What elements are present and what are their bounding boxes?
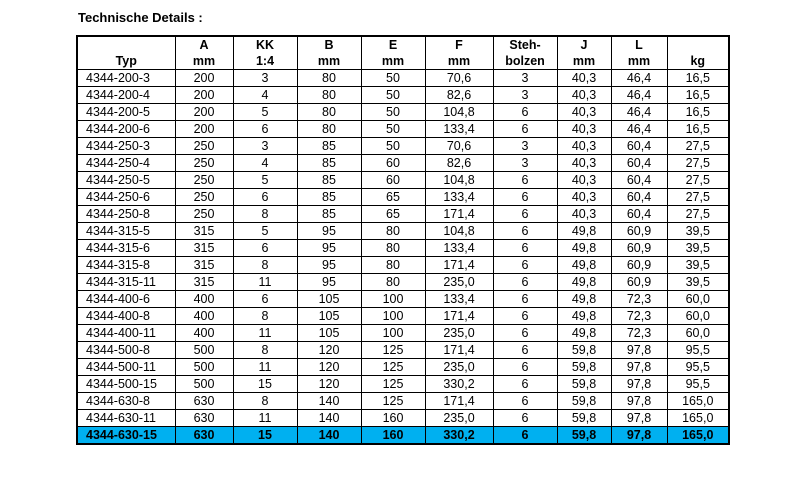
value-cell: 49,8 — [557, 308, 611, 325]
value-cell: 6 — [493, 308, 557, 325]
value-cell: 85 — [297, 155, 361, 172]
value-cell: 315 — [175, 257, 233, 274]
value-cell: 330,2 — [425, 376, 493, 393]
value-cell: 27,5 — [667, 172, 729, 189]
value-cell: 125 — [361, 359, 425, 376]
value-cell: 16,5 — [667, 70, 729, 87]
table-row — [77, 189, 729, 206]
value-cell: 200 — [175, 104, 233, 121]
value-cell: 60,9 — [611, 257, 667, 274]
table-row — [77, 308, 729, 325]
header-cell: mm — [425, 53, 493, 70]
value-cell: 3 — [493, 87, 557, 104]
table-row — [77, 70, 729, 87]
value-cell: 235,0 — [425, 274, 493, 291]
value-cell: 250 — [175, 172, 233, 189]
value-cell: 70,6 — [425, 138, 493, 155]
value-cell: 200 — [175, 87, 233, 104]
value-cell: 85 — [297, 138, 361, 155]
type-cell: 4344-630-15 — [77, 427, 175, 445]
value-cell: 6 — [493, 223, 557, 240]
value-cell: 5 — [233, 223, 297, 240]
value-cell: 235,0 — [425, 359, 493, 376]
value-cell: 133,4 — [425, 291, 493, 308]
value-cell: 171,4 — [425, 342, 493, 359]
value-cell: 100 — [361, 291, 425, 308]
value-cell: 72,3 — [611, 291, 667, 308]
value-cell: 500 — [175, 359, 233, 376]
value-cell: 27,5 — [667, 155, 729, 172]
value-cell: 165,0 — [667, 427, 729, 445]
value-cell: 6 — [493, 342, 557, 359]
value-cell: 8 — [233, 206, 297, 223]
value-cell: 59,8 — [557, 427, 611, 445]
value-cell: 630 — [175, 393, 233, 410]
value-cell: 27,5 — [667, 206, 729, 223]
type-cell: 4344-500-15 — [77, 376, 175, 393]
value-cell: 95 — [297, 274, 361, 291]
type-cell: 4344-250-6 — [77, 189, 175, 206]
value-cell: 50 — [361, 121, 425, 138]
value-cell: 400 — [175, 308, 233, 325]
value-cell: 60,0 — [667, 291, 729, 308]
value-cell: 500 — [175, 342, 233, 359]
header-cell: mm — [611, 53, 667, 70]
value-cell: 3 — [493, 138, 557, 155]
value-cell: 3 — [233, 138, 297, 155]
value-cell: 11 — [233, 325, 297, 342]
value-cell: 15 — [233, 376, 297, 393]
value-cell: 3 — [493, 155, 557, 172]
type-cell: 4344-200-3 — [77, 70, 175, 87]
value-cell: 80 — [361, 274, 425, 291]
value-cell: 40,3 — [557, 155, 611, 172]
type-cell: 4344-315-8 — [77, 257, 175, 274]
table-row — [77, 104, 729, 121]
value-cell: 630 — [175, 427, 233, 445]
value-cell: 160 — [361, 427, 425, 445]
header-cell: mm — [175, 53, 233, 70]
type-cell: 4344-630-11 — [77, 410, 175, 427]
value-cell: 50 — [361, 138, 425, 155]
type-cell: 4344-315-11 — [77, 274, 175, 291]
value-cell: 97,8 — [611, 359, 667, 376]
value-cell: 80 — [297, 70, 361, 87]
table-row — [77, 393, 729, 410]
value-cell: 60,9 — [611, 274, 667, 291]
value-cell: 105 — [297, 308, 361, 325]
value-cell: 3 — [493, 70, 557, 87]
header-cell: B — [297, 36, 361, 53]
value-cell: 100 — [361, 308, 425, 325]
table-row — [77, 257, 729, 274]
type-cell: 4344-400-6 — [77, 291, 175, 308]
header-cell — [667, 36, 729, 53]
value-cell: 235,0 — [425, 325, 493, 342]
value-cell: 95,5 — [667, 359, 729, 376]
header-cell: L — [611, 36, 667, 53]
value-cell: 16,5 — [667, 121, 729, 138]
value-cell: 59,8 — [557, 376, 611, 393]
value-cell: 40,3 — [557, 206, 611, 223]
table-row — [77, 223, 729, 240]
header-row-top — [77, 36, 729, 53]
value-cell: 97,8 — [611, 427, 667, 445]
header-cell: A — [175, 36, 233, 53]
value-cell: 200 — [175, 70, 233, 87]
value-cell: 95 — [297, 240, 361, 257]
value-cell: 49,8 — [557, 257, 611, 274]
value-cell: 50 — [361, 104, 425, 121]
value-cell: 60 — [361, 155, 425, 172]
value-cell: 95,5 — [667, 342, 729, 359]
value-cell: 140 — [297, 410, 361, 427]
value-cell: 60,4 — [611, 138, 667, 155]
value-cell: 40,3 — [557, 189, 611, 206]
value-cell: 11 — [233, 359, 297, 376]
technical-details-table — [76, 35, 730, 445]
value-cell: 46,4 — [611, 121, 667, 138]
table-row — [77, 274, 729, 291]
table-row — [77, 121, 729, 138]
value-cell: 4 — [233, 155, 297, 172]
value-cell: 85 — [297, 206, 361, 223]
value-cell: 97,8 — [611, 410, 667, 427]
value-cell: 50 — [361, 70, 425, 87]
value-cell: 80 — [361, 257, 425, 274]
value-cell: 80 — [297, 104, 361, 121]
header-cell: J — [557, 36, 611, 53]
table-body — [77, 70, 729, 445]
table-row — [77, 325, 729, 342]
header-cell: bolzen — [493, 53, 557, 70]
header-cell: mm — [297, 53, 361, 70]
value-cell: 315 — [175, 274, 233, 291]
value-cell: 49,8 — [557, 223, 611, 240]
value-cell: 330,2 — [425, 427, 493, 445]
type-cell: 4344-200-5 — [77, 104, 175, 121]
value-cell: 95 — [297, 257, 361, 274]
value-cell: 5 — [233, 172, 297, 189]
value-cell: 5 — [233, 104, 297, 121]
value-cell: 6 — [493, 172, 557, 189]
value-cell: 49,8 — [557, 291, 611, 308]
value-cell: 39,5 — [667, 257, 729, 274]
value-cell: 11 — [233, 274, 297, 291]
table-row — [77, 376, 729, 393]
table-row — [77, 410, 729, 427]
value-cell: 4 — [233, 87, 297, 104]
value-cell: 315 — [175, 240, 233, 257]
value-cell: 65 — [361, 206, 425, 223]
type-cell: 4344-315-6 — [77, 240, 175, 257]
value-cell: 6 — [493, 206, 557, 223]
value-cell: 59,8 — [557, 342, 611, 359]
value-cell: 140 — [297, 393, 361, 410]
table-row — [77, 359, 729, 376]
value-cell: 6 — [493, 393, 557, 410]
table-row — [77, 291, 729, 308]
value-cell: 60,4 — [611, 206, 667, 223]
value-cell: 40,3 — [557, 138, 611, 155]
header-cell: F — [425, 36, 493, 53]
type-cell: 4344-315-5 — [77, 223, 175, 240]
value-cell: 105 — [297, 291, 361, 308]
value-cell: 95 — [297, 223, 361, 240]
value-cell: 250 — [175, 206, 233, 223]
value-cell: 97,8 — [611, 342, 667, 359]
value-cell: 16,5 — [667, 104, 729, 121]
value-cell: 250 — [175, 189, 233, 206]
value-cell: 85 — [297, 189, 361, 206]
value-cell: 250 — [175, 138, 233, 155]
value-cell: 60,9 — [611, 240, 667, 257]
value-cell: 97,8 — [611, 376, 667, 393]
value-cell: 46,4 — [611, 70, 667, 87]
value-cell: 6 — [493, 410, 557, 427]
value-cell: 8 — [233, 393, 297, 410]
value-cell: 160 — [361, 410, 425, 427]
value-cell: 105 — [297, 325, 361, 342]
header-cell: KK — [233, 36, 297, 53]
value-cell: 49,8 — [557, 240, 611, 257]
value-cell: 171,4 — [425, 308, 493, 325]
value-cell: 49,8 — [557, 325, 611, 342]
value-cell: 6 — [493, 359, 557, 376]
value-cell: 6 — [233, 240, 297, 257]
value-cell: 235,0 — [425, 410, 493, 427]
value-cell: 6 — [233, 189, 297, 206]
value-cell: 104,8 — [425, 172, 493, 189]
value-cell: 60,4 — [611, 189, 667, 206]
type-cell: 4344-250-3 — [77, 138, 175, 155]
value-cell: 95,5 — [667, 376, 729, 393]
value-cell: 315 — [175, 223, 233, 240]
header-cell: 1:4 — [233, 53, 297, 70]
value-cell: 165,0 — [667, 410, 729, 427]
type-cell: 4344-200-6 — [77, 121, 175, 138]
value-cell: 400 — [175, 291, 233, 308]
value-cell: 6 — [233, 121, 297, 138]
header-row-bottom — [77, 53, 729, 70]
header-cell: E — [361, 36, 425, 53]
value-cell: 125 — [361, 376, 425, 393]
value-cell: 6 — [493, 427, 557, 445]
value-cell: 6 — [493, 257, 557, 274]
value-cell: 200 — [175, 121, 233, 138]
value-cell: 165,0 — [667, 393, 729, 410]
value-cell: 70,6 — [425, 70, 493, 87]
value-cell: 72,3 — [611, 325, 667, 342]
value-cell: 40,3 — [557, 104, 611, 121]
type-cell: 4344-500-11 — [77, 359, 175, 376]
value-cell: 133,4 — [425, 240, 493, 257]
value-cell: 6 — [233, 291, 297, 308]
value-cell: 6 — [493, 291, 557, 308]
value-cell: 125 — [361, 342, 425, 359]
value-cell: 125 — [361, 393, 425, 410]
value-cell: 60,0 — [667, 308, 729, 325]
value-cell: 171,4 — [425, 393, 493, 410]
table-row — [77, 87, 729, 104]
value-cell: 6 — [493, 240, 557, 257]
header-cell — [77, 36, 175, 53]
value-cell: 72,3 — [611, 308, 667, 325]
value-cell: 104,8 — [425, 104, 493, 121]
value-cell: 3 — [233, 70, 297, 87]
value-cell: 82,6 — [425, 87, 493, 104]
table-row-highlighted — [77, 427, 729, 445]
header-cell: mm — [361, 53, 425, 70]
value-cell: 46,4 — [611, 87, 667, 104]
value-cell: 60,4 — [611, 172, 667, 189]
value-cell: 59,8 — [557, 393, 611, 410]
type-cell: 4344-250-5 — [77, 172, 175, 189]
value-cell: 500 — [175, 376, 233, 393]
value-cell: 40,3 — [557, 172, 611, 189]
table-row — [77, 342, 729, 359]
value-cell: 82,6 — [425, 155, 493, 172]
value-cell: 140 — [297, 427, 361, 445]
value-cell: 27,5 — [667, 189, 729, 206]
value-cell: 8 — [233, 308, 297, 325]
type-cell: 4344-400-8 — [77, 308, 175, 325]
value-cell: 80 — [361, 223, 425, 240]
table-row — [77, 172, 729, 189]
type-cell: 4344-500-8 — [77, 342, 175, 359]
value-cell: 40,3 — [557, 70, 611, 87]
value-cell: 250 — [175, 155, 233, 172]
value-cell: 400 — [175, 325, 233, 342]
value-cell: 65 — [361, 189, 425, 206]
value-cell: 40,3 — [557, 87, 611, 104]
value-cell: 8 — [233, 257, 297, 274]
value-cell: 85 — [297, 172, 361, 189]
value-cell: 97,8 — [611, 393, 667, 410]
value-cell: 60,0 — [667, 325, 729, 342]
value-cell: 6 — [493, 121, 557, 138]
value-cell: 40,3 — [557, 121, 611, 138]
value-cell: 80 — [297, 121, 361, 138]
value-cell: 60 — [361, 172, 425, 189]
value-cell: 8 — [233, 342, 297, 359]
value-cell: 50 — [361, 87, 425, 104]
value-cell: 171,4 — [425, 257, 493, 274]
value-cell: 120 — [297, 342, 361, 359]
value-cell: 80 — [361, 240, 425, 257]
table-row — [77, 138, 729, 155]
value-cell: 80 — [297, 87, 361, 104]
table-row — [77, 155, 729, 172]
value-cell: 630 — [175, 410, 233, 427]
type-cell: 4344-250-4 — [77, 155, 175, 172]
table-row — [77, 240, 729, 257]
value-cell: 6 — [493, 274, 557, 291]
value-cell: 60,4 — [611, 155, 667, 172]
value-cell: 39,5 — [667, 223, 729, 240]
value-cell: 104,8 — [425, 223, 493, 240]
type-cell: 4344-400-11 — [77, 325, 175, 342]
value-cell: 27,5 — [667, 138, 729, 155]
value-cell: 120 — [297, 376, 361, 393]
value-cell: 6 — [493, 325, 557, 342]
value-cell: 59,8 — [557, 359, 611, 376]
value-cell: 6 — [493, 189, 557, 206]
value-cell: 46,4 — [611, 104, 667, 121]
value-cell: 6 — [493, 104, 557, 121]
value-cell: 15 — [233, 427, 297, 445]
header-cell: mm — [557, 53, 611, 70]
value-cell: 6 — [493, 376, 557, 393]
value-cell: 171,4 — [425, 206, 493, 223]
table-row — [77, 206, 729, 223]
type-cell: 4344-200-4 — [77, 87, 175, 104]
value-cell: 39,5 — [667, 240, 729, 257]
type-cell: 4344-250-8 — [77, 206, 175, 223]
value-cell: 49,8 — [557, 274, 611, 291]
header-cell: Typ — [77, 53, 175, 70]
value-cell: 11 — [233, 410, 297, 427]
value-cell: 120 — [297, 359, 361, 376]
section-title: Technische Details : — [78, 10, 203, 25]
value-cell: 60,9 — [611, 223, 667, 240]
header-cell: kg — [667, 53, 729, 70]
value-cell: 16,5 — [667, 87, 729, 104]
value-cell: 100 — [361, 325, 425, 342]
value-cell: 39,5 — [667, 274, 729, 291]
type-cell: 4344-630-8 — [77, 393, 175, 410]
value-cell: 59,8 — [557, 410, 611, 427]
value-cell: 133,4 — [425, 121, 493, 138]
value-cell: 133,4 — [425, 189, 493, 206]
header-cell: Steh- — [493, 36, 557, 53]
